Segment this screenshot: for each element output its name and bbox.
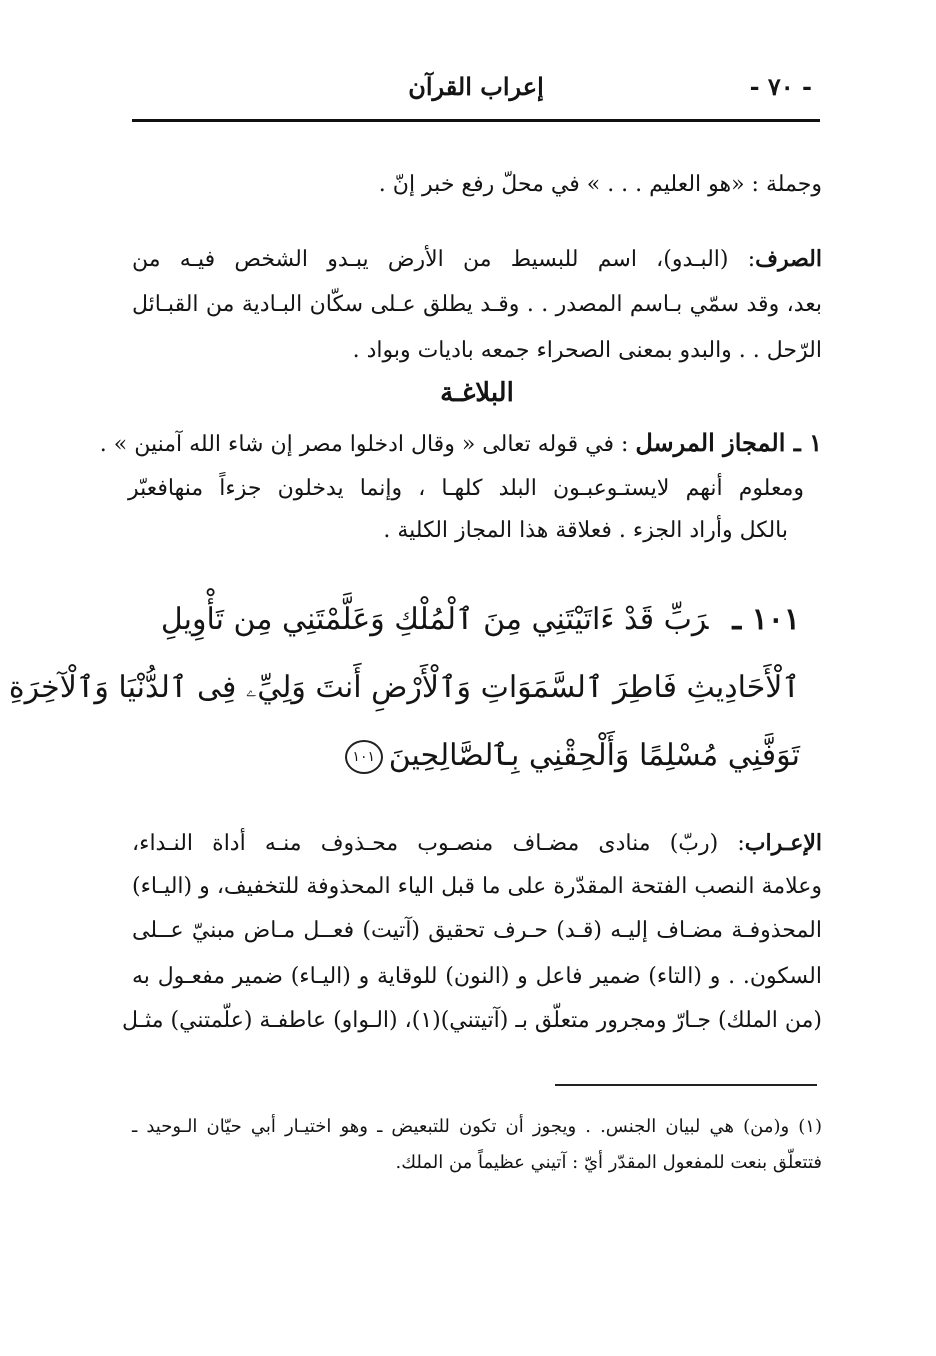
majaz-line-3: بالكل وأراد الجزء . فعلاقة هذا المجاز الكلية .: [383, 518, 788, 543]
sarf-line-1: [132, 244, 822, 275]
footnote-rule: [555, 1084, 817, 1086]
running-title: إعراب القرآن: [408, 72, 544, 101]
balagha-heading: البلاغـة: [440, 378, 514, 408]
footnote-line-1: (١) و(من) هي لبيان الجنس. . ويجوز أن تكون للتبعيض ـ وهو اختيـار أبي حيّان الـوحيد ـ: [132, 1116, 822, 1137]
verse-number: ١٠١ ـ: [732, 602, 800, 637]
verse-line-3: [352, 732, 800, 780]
irab-line-2: وعلامة النصب الفتحة المقدّرة على ما قبل الياء المحذوفة للتخفيف، و (اليـاء): [132, 874, 822, 899]
sarf-line-3: الرّحل . . والبدو بمعنى الصحراء جمعه باديات وبواد .: [352, 338, 822, 363]
irab-line-3: المحذوفـة مضـاف إليـه (قـد) حـرف تحقيق (آتيت) فعــل مـاض مبنيّ عــلى: [132, 918, 822, 943]
majaz-text-1: : في قوله تعالى « وقال ادخلوا مصر إن شاء الله آمنين » .: [99, 432, 636, 457]
irab-line-5: (من الملك) جـارّ ومجرور متعلّق بـ (آتيتني)(١)، (الـواو) عاطفـة (علّمتني) مثـل: [121, 1008, 822, 1033]
verse-line-1: [160, 596, 800, 644]
verse-text-3: تَوَفَّنِي مُسْلِمًا وَأَلْحِقْنِي بِٱلصَّالِحِينَ: [388, 738, 800, 773]
page-header: [132, 70, 820, 110]
irab-line-4: السكون. . و (التاء) ضمير فاعل و (النون) للوقاية و (اليـاء) ضمير مفعـول به: [132, 964, 822, 989]
sarf-text-1: : (البـدو)، اسم للبسيط من الأرض يبـدو الشخص فيـه من: [132, 247, 756, 272]
jumla-line: وجملة : «هو العليم . . . » في محلّ رفع خبر إنّ .: [378, 172, 822, 197]
sarf-label: الصرف: [755, 246, 822, 272]
irab-line-1: [132, 828, 822, 859]
irab-label: الإعـراب: [744, 830, 822, 856]
verse-end-marker: ١٠١: [345, 740, 383, 774]
sarf-line-2: بعد، وقد سمّي بـاسم المصدر . . وقـد يطلق عـلى سكّان البـادية من القبـائل: [132, 292, 822, 317]
irab-text-1: : (ربّ) منادى مضـاف منصـوب محـذوف منـه أداة النـداء،: [132, 831, 745, 856]
footnote-line-2: فتتعلّق بنعت للمفعول المقدّر أيّ : آتيني عظيماً من الملك.: [395, 1152, 822, 1173]
page-number: - ٧٠ -: [749, 72, 812, 101]
majaz-line-1: [99, 428, 822, 460]
majaz-line-2: ومعلوم أنهم لايستـوعبـون البلد كلهـا ، وإنما يدخلون جزءاً منهافعبّر: [128, 476, 804, 501]
header-rule: [132, 119, 820, 122]
verse-line-2: ٱلْأَحَادِيثِ فَاطِرَ ٱلسَّمَوَاتِ وَٱلْأَرْضِ أَنتَ وَلِيِّۦ فِى ٱلدُّنْيَا وَٱلْآخِرَةِ: [8, 670, 800, 705]
verse-text-1: رَبِّ قَدْ ءَاتَيْتَنِي مِنَ ٱلْمُلْكِ وَعَلَّمْتَنِي مِن تَأْوِيلِ: [160, 602, 709, 637]
majaz-label: ١ ـ المجاز المرسل: [635, 428, 822, 457]
